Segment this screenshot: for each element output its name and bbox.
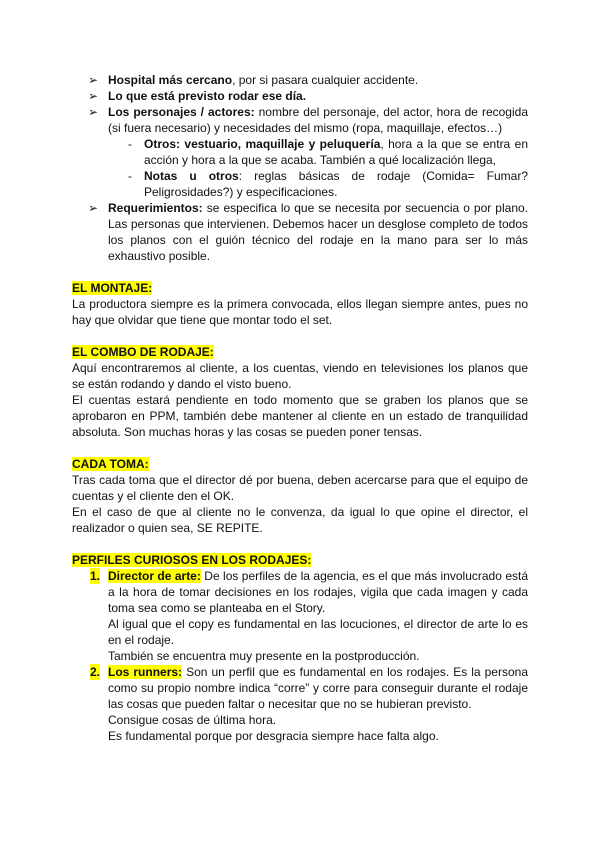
section-title: PERFILES CURIOSOS EN LOS RODAJES:	[72, 553, 312, 567]
item-label: Los runners:	[108, 665, 183, 679]
bullet-text: , por si pasara cualquier accidente.	[232, 73, 419, 87]
arrow-bullet-list	[88, 72, 528, 264]
list-item	[88, 88, 528, 104]
dash-bullet-icon: -	[128, 137, 132, 151]
section-title: EL MONTAJE:	[72, 281, 153, 295]
numbered-item	[72, 664, 528, 744]
arrow-bullet-icon: ➢	[88, 73, 99, 87]
paragraph: En el caso de que al cliente no le convenza, da igual lo que opine el director, el realizador o quien sea, SE REPITE.	[72, 505, 528, 535]
section-title: CADA TOMA:	[72, 457, 149, 471]
arrow-bullet-icon: ➢	[88, 89, 99, 103]
bullet-bold: Hospital más cercano	[108, 73, 233, 87]
sub-bullet-bold: Otros: vestuario, maquillaje y peluquería	[144, 137, 381, 151]
section-combo	[72, 344, 528, 440]
sub-bullet-text: : reglas básicas de rodaje (Comida= Fumar? Peligrosidades?) y especificaciones.	[144, 169, 528, 199]
bullet-bold: Requerimientos:	[108, 201, 203, 215]
item-text: De los perfiles de la agencia, es el que más involucrado está a la hora de tomar decisiones en los rodajes, vigila que cada imagen y cada toma sea como se planteaba en el Story.	[108, 569, 528, 615]
list-item	[88, 72, 528, 88]
item-text: Son un perfil que es fundamental en los rodajes. Es la persona como su propio nombre indica “corre” y corre para conseguir durante el rodaje las cosas que pueden faltar o necesitar que no se hubieran previsto.	[108, 665, 529, 711]
bullet-bold: Los personajes / actores:	[108, 105, 255, 119]
item-text: También se encuentra muy presente en la postproducción.	[108, 649, 420, 663]
section-montaje	[72, 280, 528, 328]
list-item	[88, 104, 528, 136]
paragraph: Aquí encontraremos al cliente, a los cuentas, viendo en televisiones los planos que se están rodando y dando el visto bueno.	[72, 361, 528, 391]
paragraph: La productora siempre es la primera convocada, ellos llegan siempre antes, pues no hay que olvidar que tiene que montar todo el set.	[72, 297, 528, 327]
item-label: Director de arte:	[108, 569, 201, 583]
item-text: Consigue cosas de última hora.	[108, 713, 277, 727]
sub-list-item	[88, 136, 528, 168]
section-toma	[72, 456, 528, 536]
bullet-text: nombre del personaje, del actor, hora de recogida (si fuera necesario) y necesidades del mismo (ropa, maquillaje, efectos…)	[108, 105, 528, 135]
list-item	[88, 200, 528, 264]
section-title: EL COMBO DE RODAJE:	[72, 345, 214, 359]
bullet-text: se especifica lo que se necesita por secuencia o por plano. Las personas que intervienen. Debemos hacer un desglose completo de todos los planos con el guión técnico del rodaje en la mano para ser lo más exhaustivo posible.	[108, 201, 528, 263]
item-number: 2.	[90, 665, 101, 679]
item-number: 1.	[90, 569, 101, 583]
paragraph: El cuentas estará pendiente en todo momento que se graben los planos que se aprobaron en PPM, también debe mantener al cliente en un estado de tranquilidad absoluta. Son muchas horas y las cosas se pueden poner tensas.	[72, 393, 528, 439]
sub-list-item	[88, 168, 528, 200]
section-perfiles	[72, 552, 528, 744]
paragraph: Tras cada toma que el director dé por buena, deben acercarse para que el equipo de cuentas y el cliente den el OK.	[72, 473, 528, 503]
dash-bullet-icon: -	[128, 169, 132, 183]
item-text: Es fundamental porque por desgracia siempre hace falta algo.	[108, 729, 439, 743]
arrow-bullet-icon: ➢	[88, 201, 99, 215]
item-text: Al igual que el copy es fundamental en las locuciones, el director de arte lo es en el rodaje.	[108, 617, 528, 647]
sub-bullet-bold: Notas u otros	[144, 169, 239, 183]
numbered-item	[72, 568, 528, 664]
sub-bullet-text: , hora a la que se entra en acción y hora a la que se acaba. También a qué localización llega,	[144, 137, 528, 167]
arrow-bullet-icon: ➢	[88, 105, 99, 119]
bullet-bold: Lo que está previsto rodar ese día.	[108, 89, 307, 103]
